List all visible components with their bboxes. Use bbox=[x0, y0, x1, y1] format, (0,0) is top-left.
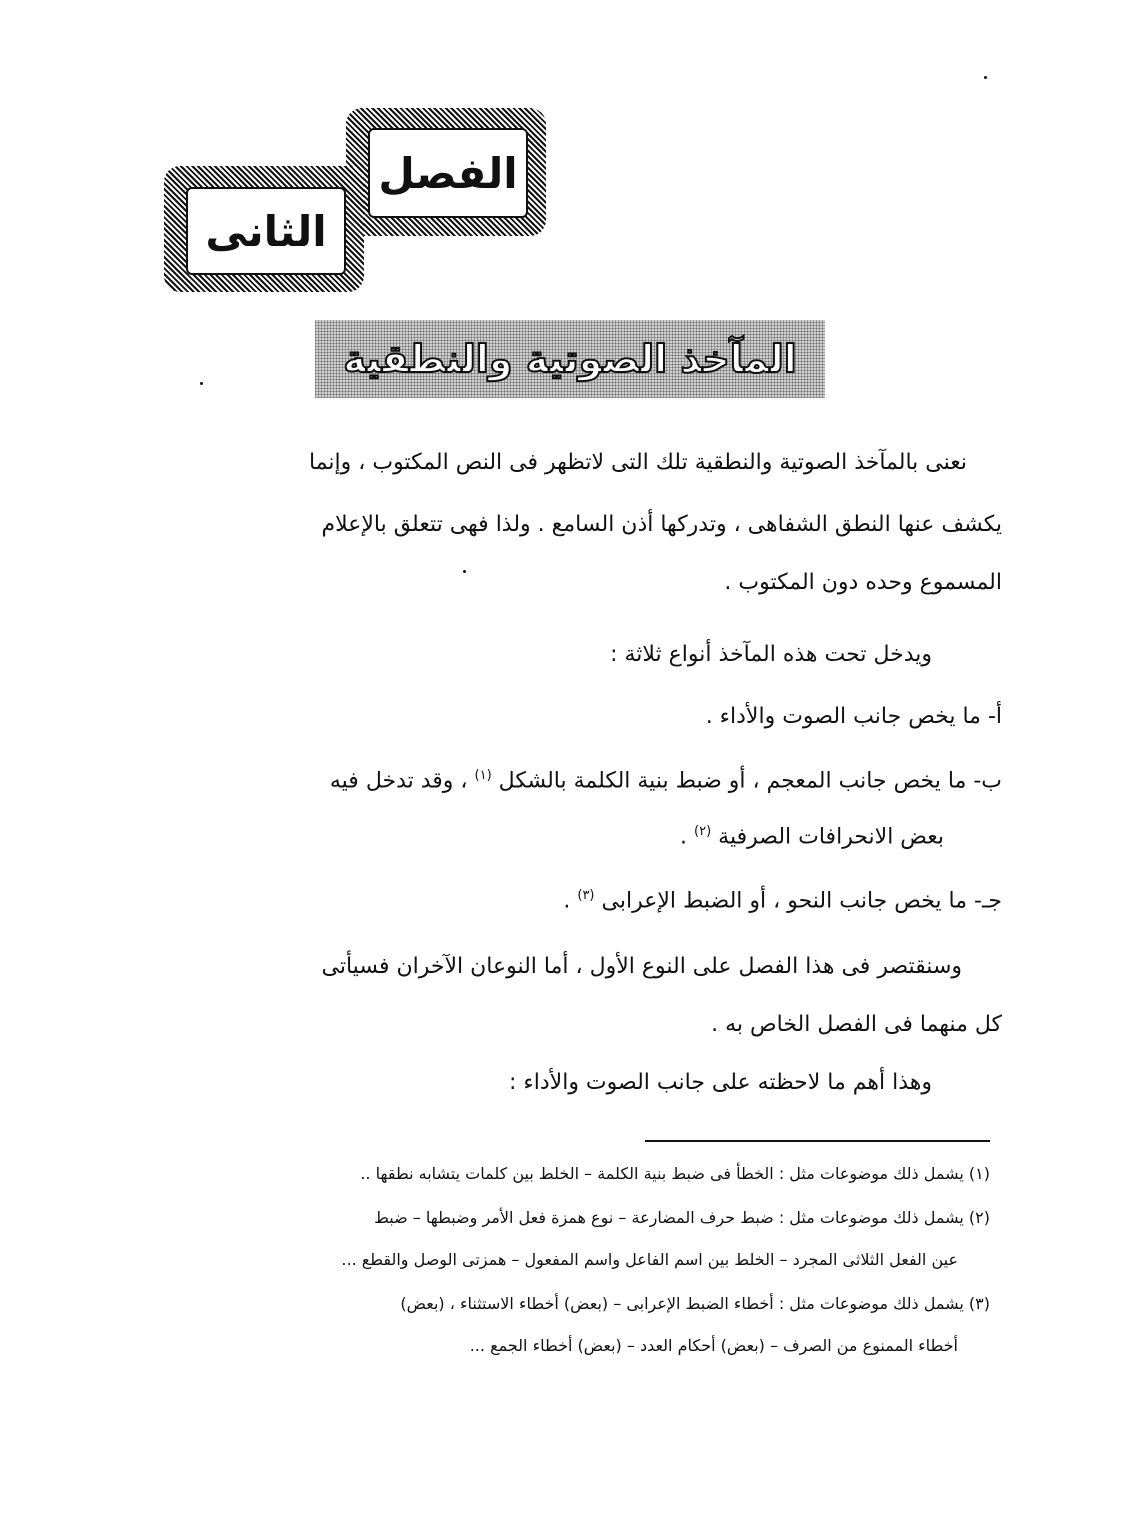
type-b-item-line-1: ب- ما يخص جانب المعجم ، أو ضبط بنية الكلمة بالشكل $^{(١)}$ ، وقد تدخل فيه bbox=[329, 768, 1002, 794]
scan-speck bbox=[984, 76, 987, 79]
footnote-3-line-2: أخطاء الممنوع من الصرف – (بعض) أحكام العدد – (بعض) أخطاء الجمع ... bbox=[469, 1336, 958, 1355]
paragraph-types-intro: ويدخل تحت هذه المآخذ أنواع ثلاثة : bbox=[610, 642, 932, 667]
scan-speck bbox=[200, 382, 203, 385]
section-title: المآخذ الصوتية والنطقية bbox=[343, 337, 797, 381]
footnote-ref-3: (٣) bbox=[577, 888, 595, 903]
paragraph-scope-line-1: وسنقتصر فى هذا الفصل على النوع الأول ، أما النوعان الآخران فسيأتى bbox=[321, 954, 962, 979]
chapter-label-2: الثانى bbox=[186, 187, 346, 275]
scan-speck bbox=[463, 570, 466, 573]
paragraph-notes-intro: وهذا أهم ما لاحظته على جانب الصوت والأداء : bbox=[509, 1070, 932, 1095]
footnote-3-line-1: (٣) يشمل ذلك موضوعات مثل : أخطاء الضبط الإعرابى – (بعض) أخطاء الاستثناء ، (بعض) bbox=[400, 1294, 990, 1313]
footnote-separator bbox=[645, 1140, 990, 1142]
paragraph-scope-line-2: كل منهما فى الفصل الخاص به . bbox=[711, 1012, 1002, 1037]
footnote-2-line-2: عين الفعل الثلاثى المجرد – الخلط بين اسم الفاعل واسم المفعول – همزتى الوصل والقطع ... bbox=[341, 1250, 958, 1269]
footnote-2-line-1: (٢) يشمل ذلك موضوعات مثل : ضبط حرف المضارعة – نوع همزة فعل الأمر وضبطها – ضبط bbox=[374, 1208, 990, 1227]
footnote-1: (١) يشمل ذلك موضوعات مثل : الخطأ فى ضبط بنية الكلمة – الخلط بين كلمات يتشابه نطقها .. bbox=[360, 1164, 990, 1183]
chapter-label-1: الفصل bbox=[368, 128, 528, 218]
paragraph-intro-line-3: المسموع وحده دون المكتوب . bbox=[724, 570, 1002, 595]
type-c-item: جـ- ما يخص جانب النحو ، أو الضبط الإعرابى $^{(٣)}$ . bbox=[563, 888, 1002, 914]
footnote-ref-1: (١) bbox=[474, 768, 492, 783]
section-title-banner bbox=[315, 320, 825, 398]
type-b-item-line-2: بعض الانحرافات الصرفية $^{(٢)}$ . bbox=[680, 824, 944, 850]
footnote-ref-2: (٢) bbox=[694, 824, 712, 839]
paragraph-intro-line-1: نعنى بالمآخذ الصوتية والنطقية تلك التى لاتظهر فى النص المكتوب ، وإنما bbox=[308, 450, 967, 475]
paragraph-intro-line-2: يكشف عنها النطق الشفاهى ، وتدركها أذن السامع . ولذا فهى تتعلق بالإعلام bbox=[321, 512, 1002, 537]
type-a-item: أ- ما يخص جانب الصوت والأداء . bbox=[705, 704, 1002, 729]
